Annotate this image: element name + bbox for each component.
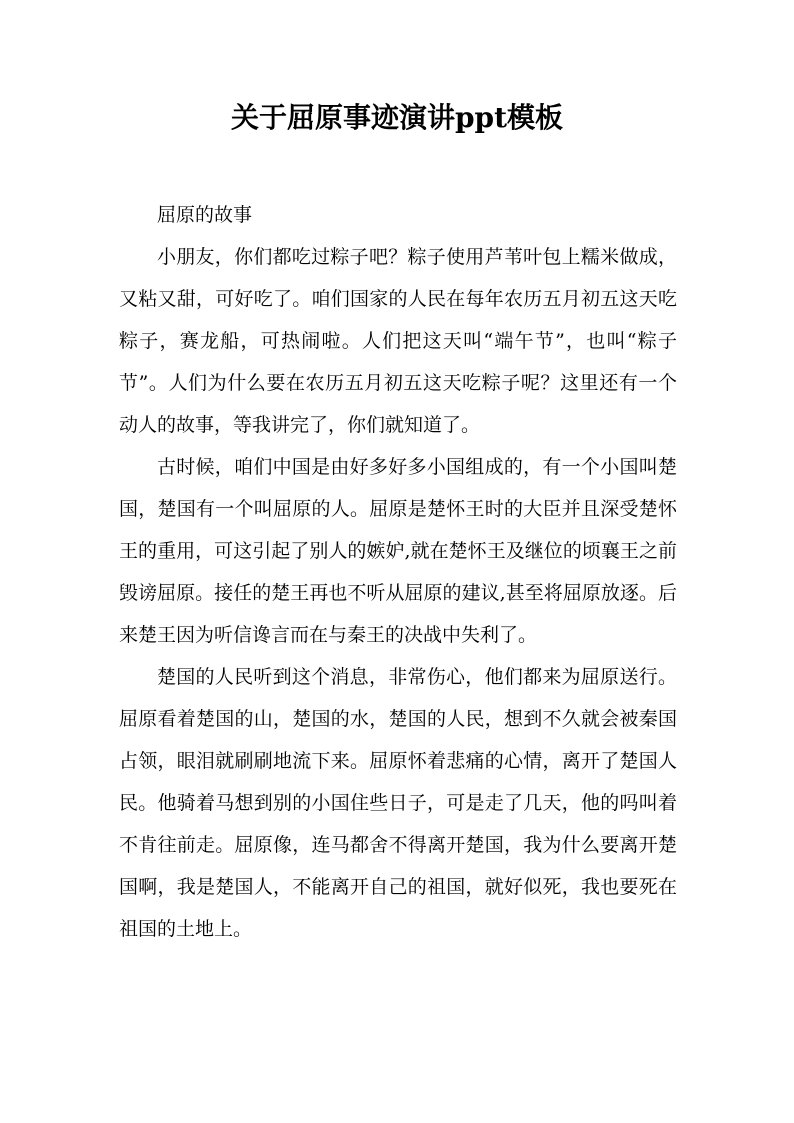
paragraph: 楚国的人民听到这个消息，非常伤心，他们都来为屈原送行。屈原看着楚国的山，楚国的水，楚国的人民，想到不久就会被秦国占领，眼泪就刷刷地流下来。屈原怀着悲痛的心情，离开了楚国人民。他骑着马想到别的小国住些日子，可是走了几天，他的吗叫着不肯往前走。屈原像，连马都舍不得离开楚国，我为什么要离开楚国啊，我是楚国人，不能离开自己的祖国，就好似死，我也要死在祖国的土地上。 bbox=[119, 666, 677, 940]
section-heading: 屈原的故事 bbox=[157, 204, 253, 226]
document-title: 关于屈原事迹演讲ppt模板 bbox=[230, 101, 564, 134]
paragraph: 小朋友，你们都吃过粽子吧？粽子使用芦苇叶包上糯米做成，又粘又甜，可好吃了。咱们国家的人民在每年农历五月初五这天吃粽子，赛龙船，可热闹啦。人们把这天叫“端午节”，也叫“粽子节”。人们为什么要在农历五月初五这天吃粽子呢？这里还有一个动人的故事，等我讲完了，你们就知道了。 bbox=[119, 246, 677, 436]
document-body bbox=[119, 194, 677, 950]
paragraph: 古时候，咱们中国是由好多好多小国组成的，有一个小国叫楚国，楚国有一个叫屈原的人。屈原是楚怀王时的大臣并且深受楚怀王的重用，可这引起了别人的嫉妒,就在楚怀王及继位的顷襄王之前毁谤屈原。接任的楚王再也不听从屈原的建议,甚至将屈原放逐。后来楚王因为听信谗言而在与秦王的决战中失利了。 bbox=[119, 456, 677, 646]
